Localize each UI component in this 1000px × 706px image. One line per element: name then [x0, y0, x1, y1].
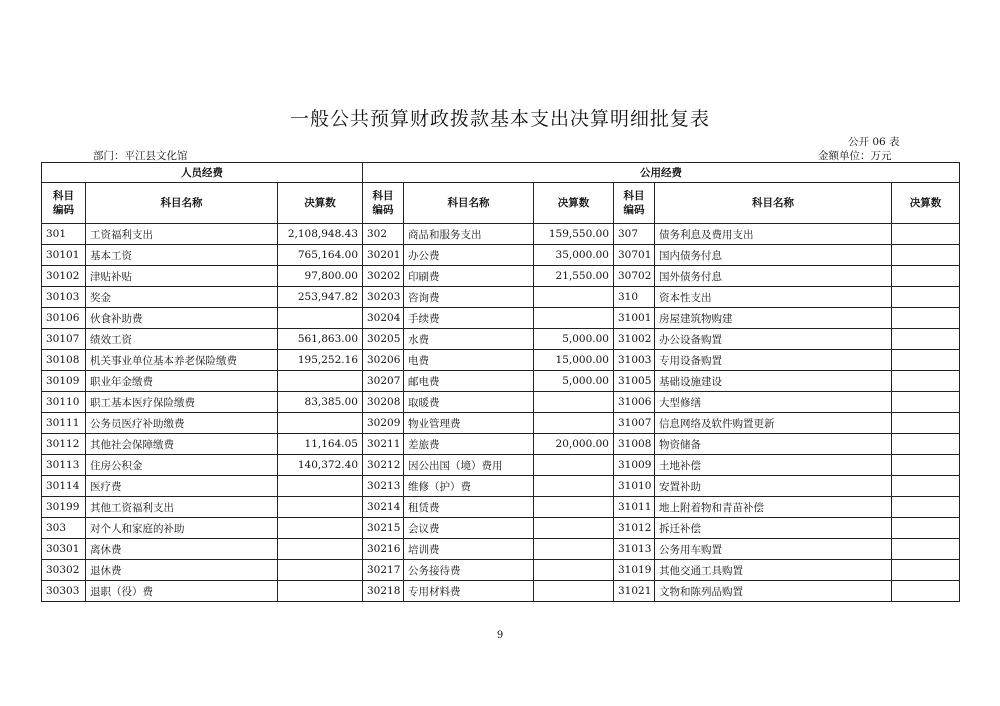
- amount-cell: 97,800.00: [278, 266, 363, 287]
- code-cell: 30214: [363, 497, 404, 518]
- amount-cell: [892, 371, 960, 392]
- amount-cell: [892, 287, 960, 308]
- name-cell: 取暖费: [404, 392, 534, 413]
- name-cell: 职业年金缴费: [86, 371, 278, 392]
- amount-cell: 159,550.00: [534, 224, 614, 245]
- name-cell: 文物和陈列品购置: [655, 581, 892, 602]
- table-row: [42, 392, 960, 413]
- name-cell: 土地补偿: [655, 455, 892, 476]
- code-cell: 30102: [42, 266, 86, 287]
- code-cell: 31002: [614, 329, 655, 350]
- column-header-amount: 决算数: [278, 183, 363, 224]
- form-code: 公开 06 表: [848, 136, 900, 148]
- amount-cell: [278, 413, 363, 434]
- amount-cell: 253,947.82: [278, 287, 363, 308]
- amount-cell: [892, 455, 960, 476]
- amount-cell: [534, 497, 614, 518]
- code-cell: 30212: [363, 455, 404, 476]
- amount-cell: [534, 392, 614, 413]
- name-cell: 资本性支出: [655, 287, 892, 308]
- code-cell: 31010: [614, 476, 655, 497]
- amount-cell: [534, 476, 614, 497]
- name-cell: 物业管理费: [404, 413, 534, 434]
- name-cell: 电费: [404, 350, 534, 371]
- amount-cell: [892, 581, 960, 602]
- code-cell: 30205: [363, 329, 404, 350]
- column-header-amount: 决算数: [534, 183, 614, 224]
- column-header-name: 科目名称: [86, 183, 278, 224]
- code-cell: 30207: [363, 371, 404, 392]
- name-cell: 退职（役）费: [86, 581, 278, 602]
- amount-cell: 5,000.00: [534, 371, 614, 392]
- code-cell: 31008: [614, 434, 655, 455]
- code-cell: 30204: [363, 308, 404, 329]
- code-cell: 31001: [614, 308, 655, 329]
- name-cell: 住房公积金: [86, 455, 278, 476]
- amount-cell: [892, 413, 960, 434]
- code-cell: 30114: [42, 476, 86, 497]
- code-cell: 30202: [363, 266, 404, 287]
- code-cell: 30301: [42, 539, 86, 560]
- table-row: [42, 518, 960, 539]
- name-cell: 奖金: [86, 287, 278, 308]
- column-header-name: 科目名称: [404, 183, 534, 224]
- code-cell: 30106: [42, 308, 86, 329]
- name-cell: 拆迁补偿: [655, 518, 892, 539]
- amount-cell: [534, 560, 614, 581]
- amount-cell: 195,252.16: [278, 350, 363, 371]
- code-cell: 303: [42, 518, 86, 539]
- amount-cell: [892, 329, 960, 350]
- code-cell: 31021: [614, 581, 655, 602]
- table-row: [42, 350, 960, 371]
- code-cell: 30110: [42, 392, 86, 413]
- code-cell: 30112: [42, 434, 86, 455]
- name-cell: 工资福利支出: [86, 224, 278, 245]
- name-cell: 办公费: [404, 245, 534, 266]
- table-row: [42, 308, 960, 329]
- name-cell: 维修（护）费: [404, 476, 534, 497]
- name-cell: 咨询费: [404, 287, 534, 308]
- name-cell: 医疗费: [86, 476, 278, 497]
- code-cell: 30211: [363, 434, 404, 455]
- amount-cell: 2,108,948.43: [278, 224, 363, 245]
- group-header-personnel: 人员经费: [42, 163, 363, 183]
- amount-cell: [278, 308, 363, 329]
- code-cell: 30215: [363, 518, 404, 539]
- name-cell: 其他交通工具购置: [655, 560, 892, 581]
- expenditure-table: [41, 162, 960, 602]
- column-header-name: 科目名称: [655, 183, 892, 224]
- amount-cell: [534, 518, 614, 539]
- name-cell: 国外债务付息: [655, 266, 892, 287]
- code-cell: 31013: [614, 539, 655, 560]
- table-row: [42, 266, 960, 287]
- code-cell: 30113: [42, 455, 86, 476]
- name-cell: 差旅费: [404, 434, 534, 455]
- amount-cell: [534, 455, 614, 476]
- amount-cell: 11,164.05: [278, 434, 363, 455]
- code-cell: 30111: [42, 413, 86, 434]
- name-cell: 职工基本医疗保险缴费: [86, 392, 278, 413]
- code-cell: 30208: [363, 392, 404, 413]
- amount-cell: 83,385.00: [278, 392, 363, 413]
- code-cell: 301: [42, 224, 86, 245]
- table-row: [42, 497, 960, 518]
- table-row: [42, 329, 960, 350]
- table-row: [42, 287, 960, 308]
- column-header-code: 科目 编码: [363, 183, 404, 224]
- code-cell: 30213: [363, 476, 404, 497]
- name-cell: 绩效工资: [86, 329, 278, 350]
- code-cell: 30217: [363, 560, 404, 581]
- name-cell: 基础设施建设: [655, 371, 892, 392]
- code-cell: 30701: [614, 245, 655, 266]
- name-cell: 专用设备购置: [655, 350, 892, 371]
- amount-cell: [892, 560, 960, 581]
- code-cell: 30108: [42, 350, 86, 371]
- name-cell: 其他工资福利支出: [86, 497, 278, 518]
- name-cell: 国内债务付息: [655, 245, 892, 266]
- name-cell: 地上附着物和青苗补偿: [655, 497, 892, 518]
- name-cell: 商品和服务支出: [404, 224, 534, 245]
- name-cell: 公务员医疗补助缴费: [86, 413, 278, 434]
- name-cell: 房屋建筑物购建: [655, 308, 892, 329]
- name-cell: 因公出国（境）费用: [404, 455, 534, 476]
- code-cell: 31011: [614, 497, 655, 518]
- code-cell: 30199: [42, 497, 86, 518]
- name-cell: 离休费: [86, 539, 278, 560]
- name-cell: 办公设备购置: [655, 329, 892, 350]
- name-cell: 安置补助: [655, 476, 892, 497]
- amount-cell: [534, 308, 614, 329]
- column-header-amount: 决算数: [892, 183, 960, 224]
- amount-cell: [534, 287, 614, 308]
- column-header-code: 科目 编码: [614, 183, 655, 224]
- table-row: [42, 476, 960, 497]
- amount-cell: [892, 392, 960, 413]
- table-row: [42, 455, 960, 476]
- code-cell: 30203: [363, 287, 404, 308]
- amount-cell: [892, 245, 960, 266]
- amount-cell: [278, 518, 363, 539]
- table-row: [42, 245, 960, 266]
- name-cell: 信息网络及软件购置更新: [655, 413, 892, 434]
- amount-cell: 561,863.00: [278, 329, 363, 350]
- code-cell: 30109: [42, 371, 86, 392]
- code-cell: 30702: [614, 266, 655, 287]
- name-cell: 水费: [404, 329, 534, 350]
- amount-cell: 5,000.00: [534, 329, 614, 350]
- name-cell: 公务用车购置: [655, 539, 892, 560]
- code-cell: 30218: [363, 581, 404, 602]
- table-row: [42, 560, 960, 581]
- name-cell: 物资储备: [655, 434, 892, 455]
- name-cell: 大型修缮: [655, 392, 892, 413]
- amount-unit-label: 金额单位：万元: [818, 150, 892, 162]
- amount-cell: [278, 560, 363, 581]
- amount-cell: [892, 266, 960, 287]
- code-cell: 307: [614, 224, 655, 245]
- code-cell: 31005: [614, 371, 655, 392]
- group-header-public: 公用经费: [363, 163, 960, 183]
- amount-cell: [892, 497, 960, 518]
- amount-cell: [892, 434, 960, 455]
- amount-cell: 140,372.40: [278, 455, 363, 476]
- amount-cell: [892, 308, 960, 329]
- amount-cell: [278, 371, 363, 392]
- amount-cell: [534, 413, 614, 434]
- table-row: [42, 224, 960, 245]
- amount-cell: 21,550.00: [534, 266, 614, 287]
- name-cell: 培训费: [404, 539, 534, 560]
- name-cell: 其他社会保障缴费: [86, 434, 278, 455]
- table-row: [42, 434, 960, 455]
- name-cell: 津贴补贴: [86, 266, 278, 287]
- amount-cell: 765,164.00: [278, 245, 363, 266]
- name-cell: 伙食补助费: [86, 308, 278, 329]
- code-cell: 30201: [363, 245, 404, 266]
- page-title: 一般公共预算财政拨款基本支出决算明细批复表: [289, 108, 710, 130]
- code-cell: 31012: [614, 518, 655, 539]
- code-cell: 30206: [363, 350, 404, 371]
- amount-cell: [278, 476, 363, 497]
- amount-cell: [892, 224, 960, 245]
- amount-cell: [534, 581, 614, 602]
- name-cell: 印刷费: [404, 266, 534, 287]
- amount-cell: [892, 518, 960, 539]
- department-label: 部门：平江县文化馆: [93, 150, 188, 162]
- code-cell: 310: [614, 287, 655, 308]
- name-cell: 手续费: [404, 308, 534, 329]
- table-row: [42, 581, 960, 602]
- amount-cell: [892, 476, 960, 497]
- name-cell: 专用材料费: [404, 581, 534, 602]
- table-row: [42, 539, 960, 560]
- name-cell: 债务利息及费用支出: [655, 224, 892, 245]
- code-cell: 302: [363, 224, 404, 245]
- code-cell: 30101: [42, 245, 86, 266]
- amount-cell: [892, 350, 960, 371]
- name-cell: 邮电费: [404, 371, 534, 392]
- amount-cell: [278, 539, 363, 560]
- column-header-code: 科目 编码: [42, 183, 86, 224]
- code-cell: 30103: [42, 287, 86, 308]
- table-row: [42, 413, 960, 434]
- code-cell: 31007: [614, 413, 655, 434]
- name-cell: 基本工资: [86, 245, 278, 266]
- name-cell: 租赁费: [404, 497, 534, 518]
- table-row: [42, 371, 960, 392]
- amount-cell: [278, 581, 363, 602]
- amount-cell: [278, 497, 363, 518]
- amount-cell: 15,000.00: [534, 350, 614, 371]
- code-cell: 31019: [614, 560, 655, 581]
- amount-cell: [534, 539, 614, 560]
- amount-cell: [892, 539, 960, 560]
- name-cell: 会议费: [404, 518, 534, 539]
- code-cell: 31006: [614, 392, 655, 413]
- code-cell: 30303: [42, 581, 86, 602]
- code-cell: 31009: [614, 455, 655, 476]
- page-number: 9: [496, 630, 504, 641]
- name-cell: 退休费: [86, 560, 278, 581]
- name-cell: 公务接待费: [404, 560, 534, 581]
- name-cell: 对个人和家庭的补助: [86, 518, 278, 539]
- name-cell: 机关事业单位基本养老保险缴费: [86, 350, 278, 371]
- code-cell: 30209: [363, 413, 404, 434]
- code-cell: 30107: [42, 329, 86, 350]
- code-cell: 30216: [363, 539, 404, 560]
- amount-cell: 20,000.00: [534, 434, 614, 455]
- amount-cell: 35,000.00: [534, 245, 614, 266]
- code-cell: 31003: [614, 350, 655, 371]
- code-cell: 30302: [42, 560, 86, 581]
